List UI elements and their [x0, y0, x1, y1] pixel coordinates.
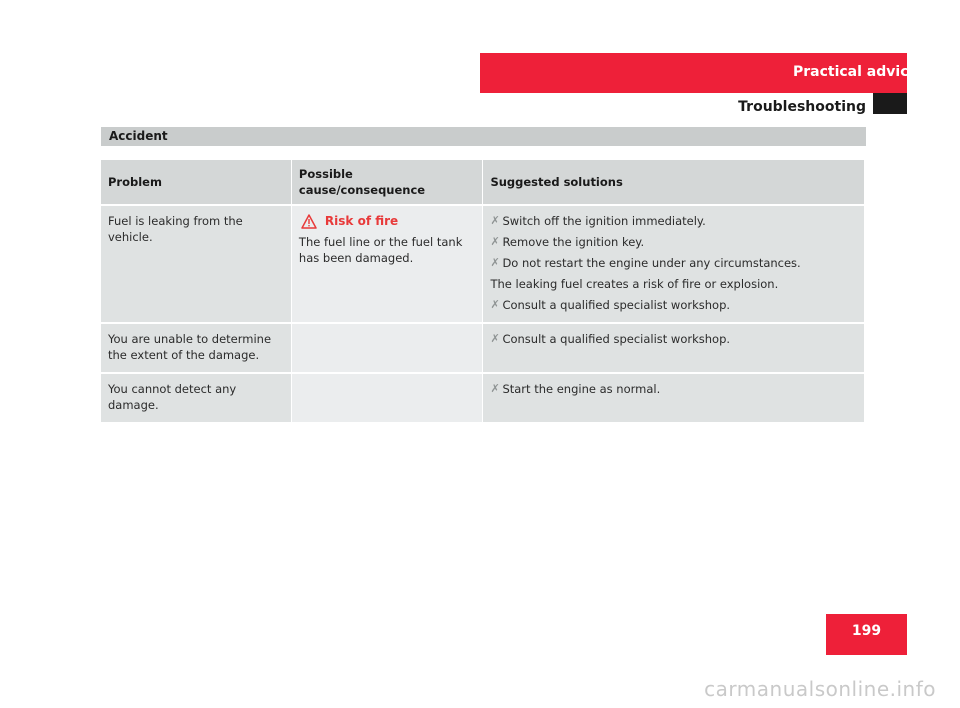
column-header-solutions: Suggested solutions — [483, 160, 864, 204]
table-title: Accident — [109, 129, 168, 143]
solution-step — [490, 331, 857, 347]
warning-line — [299, 213, 476, 229]
step-text: Switch off the ignition immediately. — [502, 214, 706, 228]
troubleshooting-table — [100, 158, 865, 424]
solution-step — [490, 297, 857, 313]
warning-title: Risk of fire — [324, 214, 399, 228]
table-row — [101, 206, 864, 322]
step-arrow-icon: ✗ — [490, 256, 500, 269]
problem-cell: You are unable to determine the extent of the damage. — [101, 324, 291, 372]
cause-text: The fuel line or the fuel tank has been damaged. — [298, 235, 463, 265]
column-header-cause: Possible cause/consequence — [292, 160, 483, 204]
step-arrow-icon: ✗ — [490, 214, 500, 227]
step-text: Consult a qualified specialist workshop. — [502, 332, 731, 346]
solution-step — [490, 213, 857, 229]
warning-triangle-icon — [301, 214, 317, 229]
header-black-tab — [873, 93, 907, 114]
step-arrow-icon: ✗ — [490, 235, 500, 248]
solution-note: The leaking fuel creates a risk of fire or explosion. — [490, 277, 779, 291]
solution-step — [490, 234, 857, 250]
watermark: carmanualsonline.info — [704, 677, 936, 701]
table-header-row — [101, 160, 864, 204]
problem-cell: You cannot detect any damage. — [101, 374, 291, 422]
table-row — [101, 324, 864, 372]
solution-step — [490, 381, 857, 397]
cause-cell — [292, 374, 483, 422]
step-text: Start the engine as normal. — [502, 382, 661, 396]
cause-cell — [292, 206, 483, 322]
step-text: Do not restart the engine under any circumstances. — [502, 256, 801, 270]
solutions-cell — [483, 374, 864, 422]
problem-cell: Fuel is leaking from the vehicle. — [101, 206, 291, 322]
solution-step — [490, 255, 857, 271]
solutions-cell — [483, 206, 864, 322]
page-number-box — [826, 614, 907, 655]
cause-cell — [292, 324, 483, 372]
subsection-title: Troubleshooting — [738, 99, 866, 115]
step-arrow-icon: ✗ — [490, 332, 500, 345]
step-arrow-icon: ✗ — [490, 382, 500, 395]
step-text: Remove the ignition key. — [502, 235, 645, 249]
step-text: Consult a qualified specialist workshop. — [502, 298, 731, 312]
step-arrow-icon: ✗ — [490, 298, 500, 311]
table-title-bar — [101, 127, 866, 146]
column-header-problem: Problem — [101, 160, 291, 204]
page-number: 199 — [851, 623, 882, 639]
solutions-cell — [483, 324, 864, 372]
table-row — [101, 374, 864, 422]
section-title: Practical advice — [792, 64, 918, 80]
